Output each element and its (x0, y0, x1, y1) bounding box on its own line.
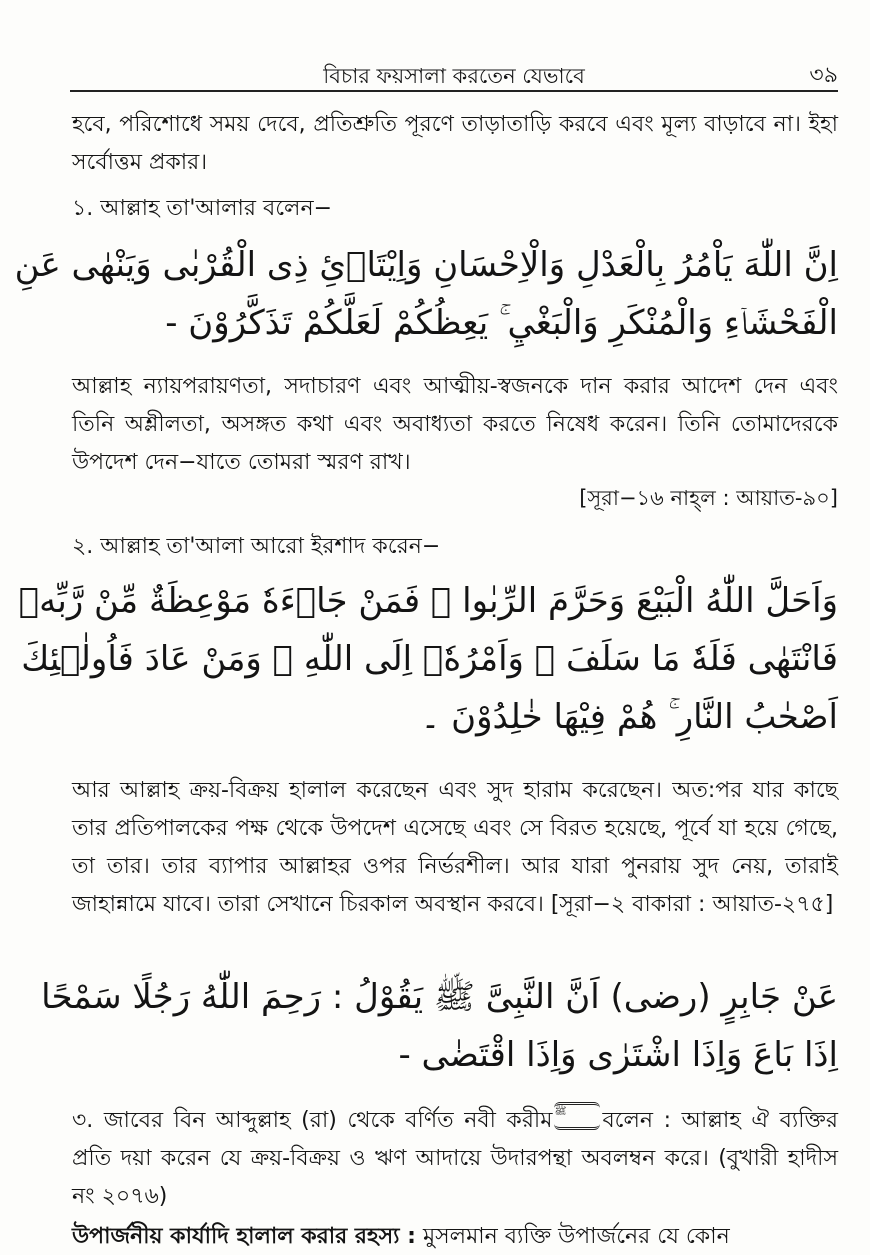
item2-translation (72, 772, 838, 924)
page-header (70, 54, 838, 92)
intro-paragraph: হবে, পরিশোধে সময় দেবে, প্রতিশ্রুতি পূরণে তাড়াতাড়ি করবে এবং মূল্য বাড়াবে না। ইহা সর্বোত্তম প্রকার। (72, 112, 838, 175)
item1-translation: আল্লাহ ন্যায়পরায়ণতা, সদাচারণ এবং আত্মীয়-স্বজনকে দান করার আদেশ দেন এবং তিনি অশ্লীলতা, অসঙ্গত কথা এবং অবাধ্যতা করতে নিষেধ করেন। তিনি তোমাদেরকে উপদেশ দেন−যাতে তোমরা স্মরণ রাখ। (72, 374, 838, 475)
running-title: বিচার ফয়সালা করতেন যেভাবে (323, 64, 585, 88)
salawat-calligraphy-icon: ﷺ (554, 1102, 600, 1130)
hadith-text-part1: ৩. জাবের বিন আব্দুল্লাহ (রা) থেকে বর্ণিত নবী করীম (72, 1108, 553, 1133)
hadith-translation (72, 1102, 838, 1216)
hadith-text-part2: বলেন : আল্লাহ ঐ ব্যক্তির প্রতি দয়া করেন যে ক্রয়-বিক্রয় ও ঋণ আদায়ে উদারপন্থা অবলম্বন করে। (বুখারী হাদীস নং ২০৭৬) (72, 1108, 838, 1209)
item2-reference: [সূরা−২ বাকারা : আয়াত-২৭৫] (550, 892, 834, 917)
arabic-line: الْفَحْشَاۤءِ وَالْمُنْكَرِ وَالْبَغْيِ ۚ يَعِظُكُمْ لَعَلَّكُمْ تَذَكَّرُوْنَ - (165, 303, 838, 343)
arabic-line: عَنْ جَابِرٍ (رضى) اَنَّ النَّبِىَّ ﷺ يَقُوْلُ : رَحِمَ اللّٰهُ رَجُلًا سَمْحًا (41, 977, 838, 1017)
item2-heading: ২. আল্লাহ তা'আলা আরো ইরশাদ করেন− (72, 534, 441, 559)
item1-reference: [সূরা−১৬ নাহ্‌ল : আয়াত-৯০] (579, 486, 838, 510)
item1-arabic-verse (14, 236, 838, 352)
arabic-line: اَصْحٰبُ النَّارِ ۚ هُمْ فِيْهَا خٰلِدُوْنَ ۔ (420, 697, 838, 737)
item2-arabic-verse (18, 572, 838, 746)
arabic-line: وَاَحَلَّ اللّٰهُ الْبَيْعَ وَحَرَّمَ الرِّبٰوا ۗ فَمَنْ جَاۤءَهٗ مَوْعِظَةٌ مِّنْ رَّبِّهٖ (18, 581, 838, 621)
arabic-line: فَانْتَهٰى فَلَهٗ مَا سَلَفَ ۗ وَاَمْرُهٗۤ اِلَى اللّٰهِ ۗ وَمَنْ عَادَ فَاُولٰۤئِكَ (21, 639, 838, 679)
item2-translation-text: আর আল্লাহ ক্রয়-বিক্রয় হালাল করেছেন এবং সুদ হারাম করেছেন। অত:পর যার কাছে তার প্রতিপালকের পক্ষ থেকে উপদেশ এসেছে এবং সে বিরত হয়েছে, পূর্বে যা হয়ে গেছে, তা তার। তার ব্যাপার আল্লাহর ওপর নির্ভরশীল। আর যারা পুনরায় সুদ নেয়, তারাই জাহান্নামে যাবে। তারা সেখানে চিরকাল অবস্থান করবে। (72, 778, 838, 917)
closing-text: মুসলমান ব্যক্তি উপার্জনের যে কোন (422, 1224, 730, 1249)
arabic-line: اِنَّ اللّٰهَ يَاْمُرُ بِالْعَدْلِ وَالْاِحْسَانِ وَاِيْتَاۤئِ ذِى الْقُرْبٰى وَيَنْهٰى عَنِ (14, 245, 838, 285)
page-number: ৩৯ (809, 63, 838, 88)
hadith-arabic (41, 968, 838, 1084)
closing-bold-lead: উপার্জনীয় কার্যাদি হালাল করার রহস্য : (72, 1224, 416, 1249)
arabic-line: اِذَا بَاعَ وَاِذَا اشْتَرٰى وَاِذَا اقْتَضٰى - (398, 1035, 838, 1075)
item1-heading: ১. আল্লাহ তা'আলার বলেন− (72, 196, 333, 221)
closing-paragraph (72, 1218, 838, 1256)
